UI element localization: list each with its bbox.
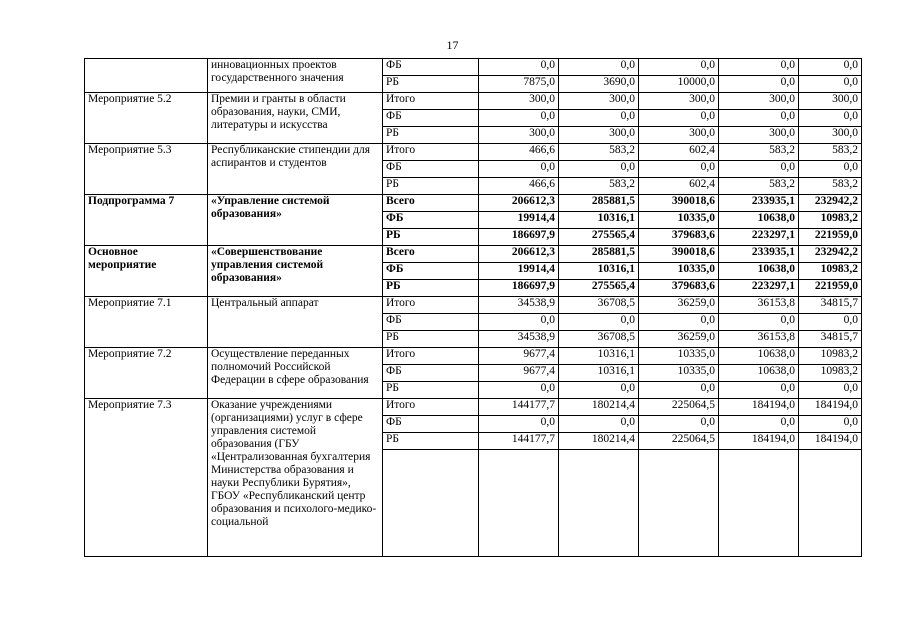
year-value-1: 186697,9 [479,229,559,246]
table-row [85,297,862,314]
measure-name [85,59,208,93]
year-value-4: 36153,8 [719,297,799,314]
year-value-2: 285881,5 [559,246,639,263]
measure-name: Мероприятие 7.3 [85,399,208,557]
year-value-2: 0,0 [559,314,639,331]
year-value-3: 602,4 [639,178,719,195]
year-value-4: 233935,1 [719,246,799,263]
funding-source: РБ [383,76,479,93]
year-value-1: 0,0 [479,314,559,331]
year-value-5: 0,0 [799,59,862,76]
measure-name: Мероприятие 5.2 [85,93,208,144]
funding-source: Всего [383,246,479,263]
year-value-1: 9677,4 [479,348,559,365]
year-value-4: 0,0 [719,314,799,331]
year-value-3: 225064,5 [639,399,719,416]
year-value-3: 0,0 [639,382,719,399]
measure-name: Основное мероприятие [85,246,208,297]
table-row [85,399,862,416]
year-value-3: 0,0 [639,416,719,433]
year-value-5: 232942,2 [799,246,862,263]
measure-description: инновационных проектов государственного значения [208,59,383,93]
year-value-3: 379683,6 [639,229,719,246]
year-value-3: 10335,0 [639,263,719,280]
year-value-5: 0,0 [799,161,862,178]
year-value-1: 144177,7 [479,433,559,450]
funding-source: РБ [383,229,479,246]
year-value-5: 221959,0 [799,229,862,246]
year-value-3: 0,0 [639,110,719,127]
year-value-2: 10316,1 [559,348,639,365]
year-value-5: 10983,2 [799,348,862,365]
year-value-4: 300,0 [719,93,799,110]
year-value-4: 0,0 [719,59,799,76]
year-value-4: 223297,1 [719,280,799,297]
year-value-3: 390018,6 [639,195,719,212]
year-value-5: 300,0 [799,93,862,110]
table-row [85,93,862,110]
year-value-5: 10983,2 [799,263,862,280]
year-value-4: 184194,0 [719,399,799,416]
year-value-2: 3690,0 [559,76,639,93]
year-value-2: 180214,4 [559,433,639,450]
year-value-5: 34815,7 [799,297,862,314]
year-value-3: 0,0 [639,314,719,331]
year-value-2: 180214,4 [559,399,639,416]
year-value-1: 186697,9 [479,280,559,297]
year-value-2: 275565,4 [559,280,639,297]
empty-cell [383,450,479,557]
measure-description: Премии и гранты в области образования, науки, СМИ, литературы и искусства [208,93,383,144]
year-value-4: 36153,8 [719,331,799,348]
year-value-4: 0,0 [719,416,799,433]
year-value-5: 0,0 [799,76,862,93]
funding-source: РБ [383,178,479,195]
year-value-1: 0,0 [479,110,559,127]
year-value-1: 466,6 [479,178,559,195]
year-value-4: 583,2 [719,144,799,161]
measure-description: «Совершенствование управления системой образования» [208,246,383,297]
year-value-3: 300,0 [639,93,719,110]
year-value-5: 10983,2 [799,365,862,382]
measure-name: Мероприятие 7.1 [85,297,208,348]
year-value-2: 10316,1 [559,365,639,382]
year-value-3: 379683,6 [639,280,719,297]
year-value-1: 34538,9 [479,297,559,314]
table-row [85,246,862,263]
year-value-2: 36708,5 [559,331,639,348]
year-value-5: 232942,2 [799,195,862,212]
year-value-3: 10335,0 [639,365,719,382]
year-value-2: 0,0 [559,110,639,127]
measure-description: Центральный аппарат [208,297,383,348]
funding-source: ФБ [383,212,479,229]
year-value-2: 583,2 [559,144,639,161]
funding-source: ФБ [383,314,479,331]
year-value-2: 36708,5 [559,297,639,314]
year-value-4: 223297,1 [719,229,799,246]
year-value-1: 9677,4 [479,365,559,382]
year-value-4: 583,2 [719,178,799,195]
funding-source: Итого [383,93,479,110]
year-value-4: 10638,0 [719,365,799,382]
year-value-2: 0,0 [559,416,639,433]
empty-cell [559,450,639,557]
year-value-3: 390018,6 [639,246,719,263]
year-value-5: 221959,0 [799,280,862,297]
funding-source: ФБ [383,161,479,178]
funding-source: ФБ [383,416,479,433]
year-value-1: 300,0 [479,127,559,144]
year-value-3: 10335,0 [639,348,719,365]
year-value-1: 206612,3 [479,195,559,212]
year-value-3: 36259,0 [639,331,719,348]
measure-name: Мероприятие 5.3 [85,144,208,195]
year-value-1: 0,0 [479,59,559,76]
empty-cell [639,450,719,557]
table-row [85,195,862,212]
page-number: 17 [446,38,459,52]
year-value-5: 184194,0 [799,433,862,450]
year-value-5: 0,0 [799,382,862,399]
year-value-1: 19914,4 [479,263,559,280]
year-value-5: 0,0 [799,110,862,127]
funding-source: РБ [383,127,479,144]
year-value-1: 300,0 [479,93,559,110]
year-value-3: 36259,0 [639,297,719,314]
empty-cell [719,450,799,557]
year-value-5: 300,0 [799,127,862,144]
empty-cell [799,450,862,557]
year-value-2: 300,0 [559,127,639,144]
table-row [85,144,862,161]
year-value-4: 300,0 [719,127,799,144]
year-value-4: 0,0 [719,382,799,399]
year-value-5: 0,0 [799,416,862,433]
year-value-5: 0,0 [799,314,862,331]
year-value-2: 10316,1 [559,263,639,280]
table-row [85,348,862,365]
year-value-2: 0,0 [559,161,639,178]
funding-source: РБ [383,280,479,297]
funding-source: Итого [383,348,479,365]
year-value-5: 583,2 [799,178,862,195]
funding-source: ФБ [383,59,479,76]
measure-name: Подпрограмма 7 [85,195,208,246]
year-value-4: 0,0 [719,110,799,127]
funding-source: ФБ [383,110,479,127]
funding-source: Итого [383,144,479,161]
year-value-1: 19914,4 [479,212,559,229]
funding-source: ФБ [383,365,479,382]
measure-description: Оказание учреждениями (организациями) услуг в сфере управления системой образования (ГБУ «Централизованная бухгалтерия Министерства образования и науки Республики Бурятия», ГБОУ «Республиканский центр образования и психолого-медико-социальной [208,399,383,557]
measure-description: Осуществление переданных полномочий Российской Федерации в сфере образования [208,348,383,399]
funding-source: Итого [383,297,479,314]
table-row [85,59,862,76]
year-value-1: 0,0 [479,382,559,399]
year-value-3: 602,4 [639,144,719,161]
year-value-2: 583,2 [559,178,639,195]
measure-description: Республиканские стипендии для аспирантов и студентов [208,144,383,195]
year-value-1: 34538,9 [479,331,559,348]
funding-source: РБ [383,382,479,399]
budget-table [84,58,862,557]
year-value-2: 285881,5 [559,195,639,212]
year-value-1: 0,0 [479,416,559,433]
year-value-4: 10638,0 [719,212,799,229]
year-value-4: 0,0 [719,76,799,93]
year-value-5: 34815,7 [799,331,862,348]
funding-source: РБ [383,331,479,348]
empty-cell [479,450,559,557]
year-value-1: 144177,7 [479,399,559,416]
funding-source: Итого [383,399,479,416]
year-value-2: 275565,4 [559,229,639,246]
funding-source: РБ [383,433,479,450]
year-value-4: 10638,0 [719,263,799,280]
year-value-2: 10316,1 [559,212,639,229]
year-value-3: 225064,5 [639,433,719,450]
year-value-5: 583,2 [799,144,862,161]
year-value-1: 0,0 [479,161,559,178]
year-value-5: 10983,2 [799,212,862,229]
year-value-1: 7875,0 [479,76,559,93]
measure-description: «Управление системой образования» [208,195,383,246]
funding-source: Всего [383,195,479,212]
year-value-2: 300,0 [559,93,639,110]
year-value-1: 466,6 [479,144,559,161]
year-value-4: 233935,1 [719,195,799,212]
year-value-4: 0,0 [719,161,799,178]
year-value-3: 0,0 [639,161,719,178]
measure-name: Мероприятие 7.2 [85,348,208,399]
year-value-4: 10638,0 [719,348,799,365]
year-value-3: 300,0 [639,127,719,144]
year-value-3: 10000,0 [639,76,719,93]
year-value-2: 0,0 [559,382,639,399]
year-value-3: 10335,0 [639,212,719,229]
funding-source: ФБ [383,263,479,280]
year-value-5: 184194,0 [799,399,862,416]
year-value-4: 184194,0 [719,433,799,450]
year-value-2: 0,0 [559,59,639,76]
year-value-1: 206612,3 [479,246,559,263]
year-value-3: 0,0 [639,59,719,76]
